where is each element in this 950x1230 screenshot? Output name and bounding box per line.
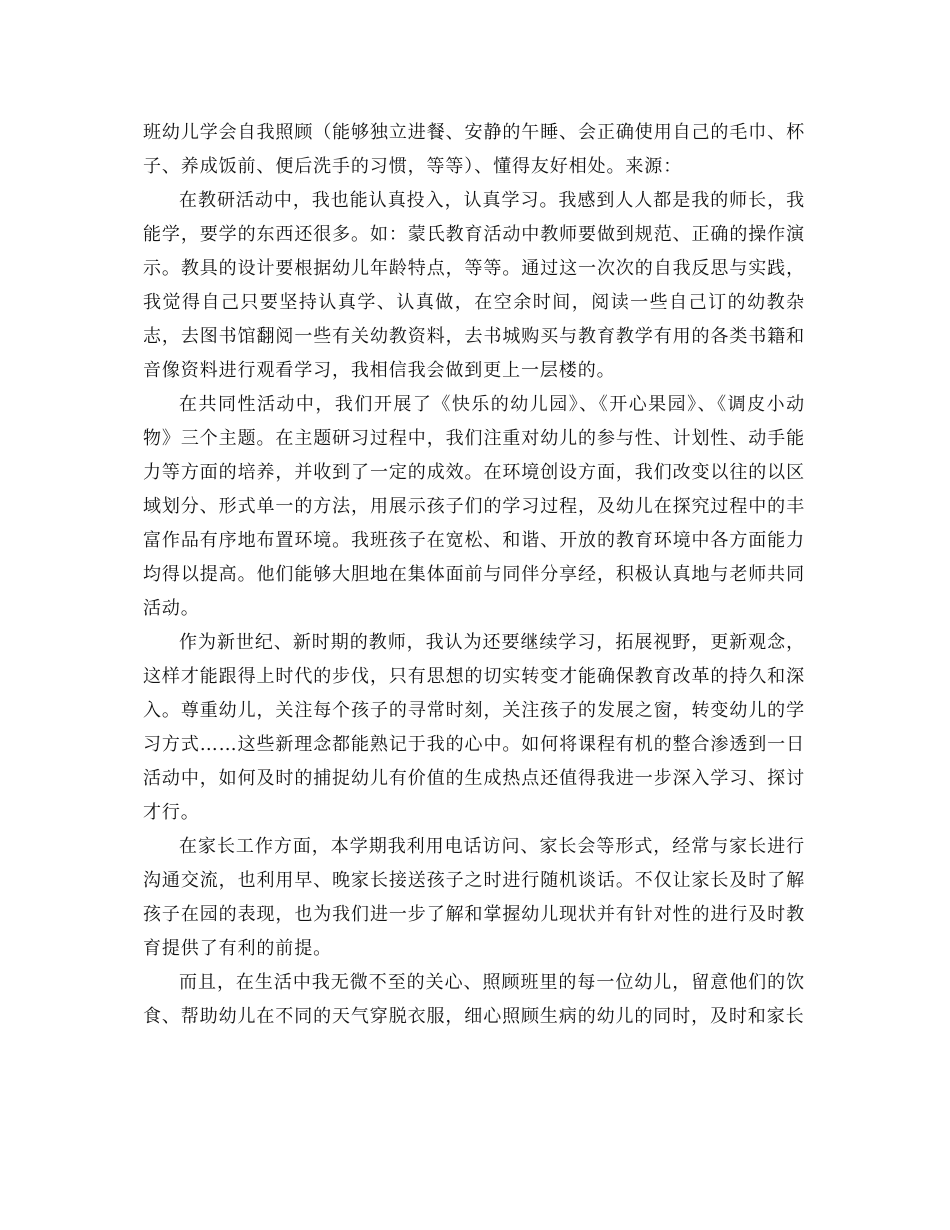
paragraph-research-activities: 在教研活动中，我也能认真投入，认真学习。我感到人人都是我的师长，我能学，要学的东西还很多。如：蒙氏教育活动中教师要做到规范、正确的操作演示。教具的设计要根据幼儿年龄特点，等等。通过这一次次的自我反思与实践，我觉得自己只要坚持认真学、认真做，在空余时间，阅读一些自己订的幼教杂志，去图书馆翻阅一些有关幼教资料，去书城购买与教育教学有用的各类书籍和音像资料进行观看学习，我相信我会做到更上一层楼的。 — [143, 190, 805, 381]
paragraph-daily-care: 而且，在生活中我无微不至的关心、照顾班里的每一位幼儿，留意他们的饮食、帮助幼儿在不同的天气穿脱衣服，细心照顾生病的幼儿的同时，及时和家长 — [143, 972, 805, 1027]
paragraph-parent-work: 在家长工作方面，本学期我利用电话访问、家长会等形式，经常与家长进行沟通交流，也利用早、晚家长接送孩子之时进行随机谈话。不仅让家长及时了解孩子在园的表现，也为我们进一步了解和掌握幼儿现状并有针对性的进行及时教育提供了有利的前提。 — [143, 836, 805, 959]
paragraph-new-era-teacher: 作为新世纪、新时期的教师，我认为还要继续学习，拓展视野，更新观念，这样才能跟得上时代的步伐，只有思想的切实转变才能确保教育改革的持久和深入。尊重幼儿，关注每个孩子的寻常时刻，关注孩子的发展之窗，转变幼儿的学习方式……这些新理念都能熟记于我的心中。如何将课程有机的整合渗透到一日活动中，如何及时的捕捉幼儿有价值的生成热点还值得我进一步深入学习、探讨才行。 — [143, 632, 805, 823]
paragraph-continuation: 班幼儿学会自我照顾（能够独立进餐、安静的午睡、会正确使用自己的毛巾、杯子、养成饭前、便后洗手的习惯，等等）、懂得友好相处。来源： — [143, 122, 805, 177]
document-page — [143, 116, 805, 1034]
paragraph-common-activities: 在共同性活动中，我们开展了《快乐的幼儿园》、《开心果园》、《调皮小动物》三个主题。在主题研习过程中，我们注重对幼儿的参与性、计划性、动手能力等方面的培养，并收到了一定的成效。在环境创设方面，我们改变以往的以区域划分、形式单一的方法，用展示孩子们的学习过程，及幼儿在探究过程中的丰富作品有序地布置环境。我班孩子在宽松、和谐、开放的教育环境中各方面能力均得以提高。他们能够大胆地在集体面前与同伴分享经，积极认真地与老师共同活动。 — [143, 394, 805, 619]
